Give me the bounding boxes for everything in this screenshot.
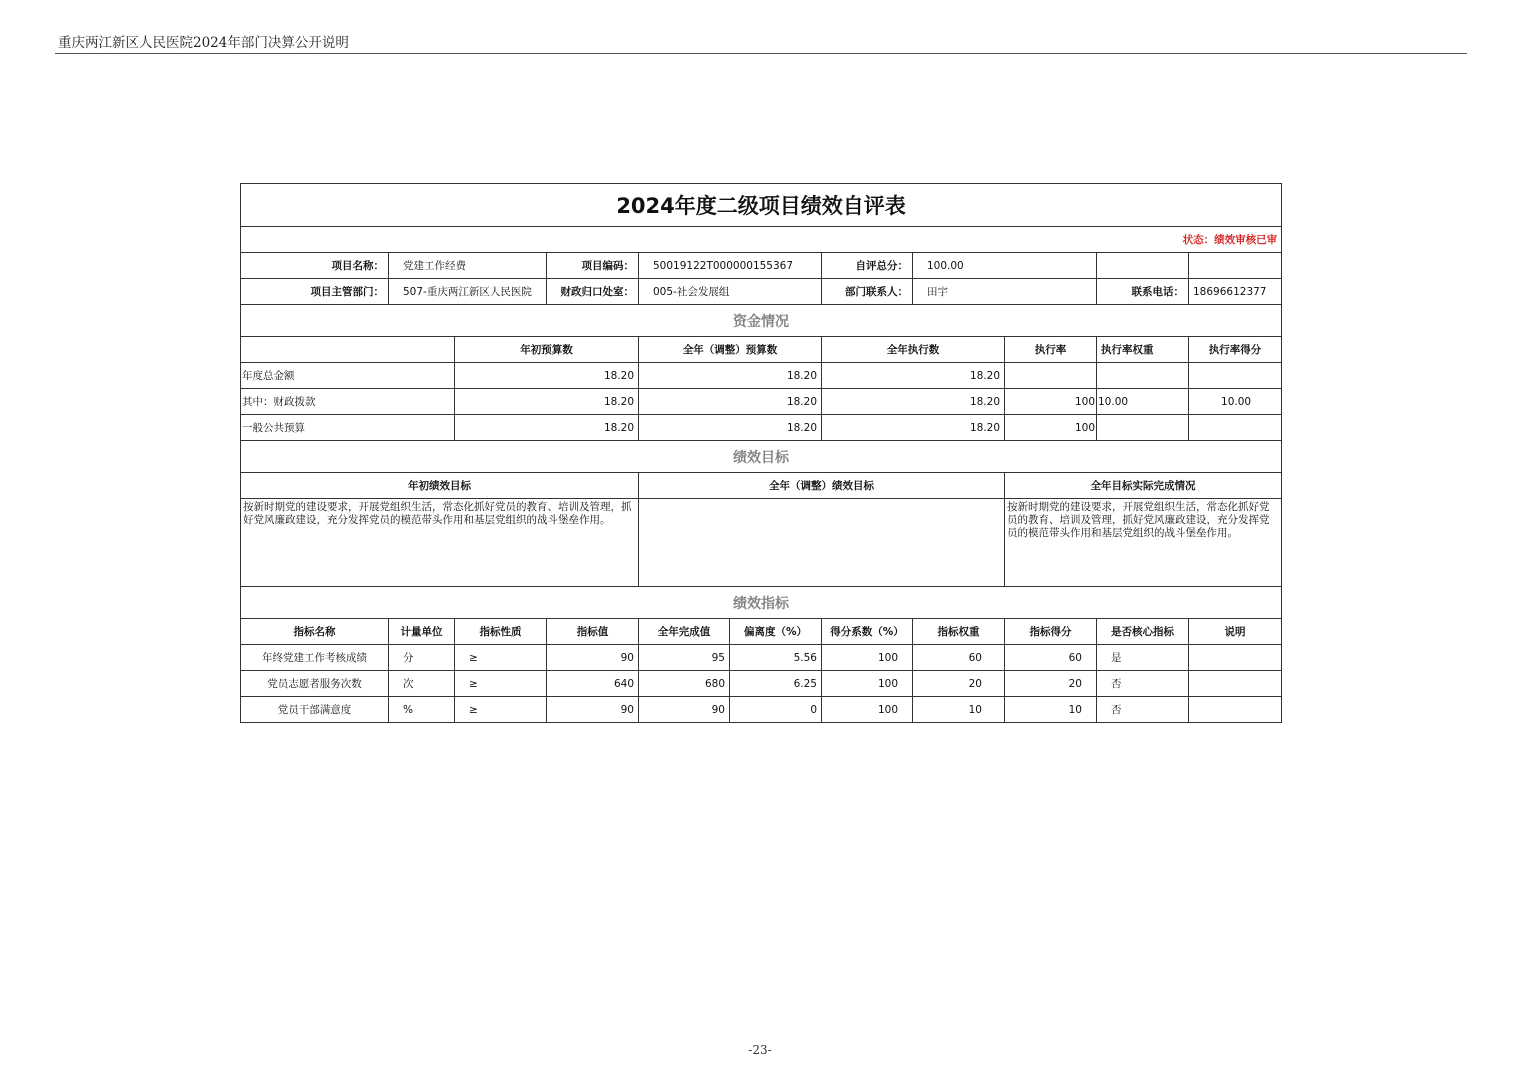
indicator-unit: 次 [389,671,455,697]
indicator-deviation: 6.25 [730,671,822,697]
indicator-header: 说明 [1189,619,1282,645]
contact-value: 田宇 [913,279,1097,305]
funds-header: 执行率权重 [1097,337,1189,363]
indicator-weight: 20 [913,671,1005,697]
indicator-header: 指标权重 [913,619,1005,645]
indicator-header: 指标性质 [455,619,547,645]
phone-label: 联系电话： [1097,279,1189,305]
indicator-actual: 680 [639,671,730,697]
indicator-name: 党员干部满意度 [241,697,389,723]
dept-label: 项目主管部门： [241,279,389,305]
indicator-target: 640 [547,671,639,697]
actual-completion-text: 按新时期党的建设要求，开展党组织生活，常态化抓好党员的教育、培训及管理，抓好党风廉政建设，充分发挥党员的模范带头作用和基层党组织的战斗堡垒作用。 [1005,499,1282,587]
indicator-note [1189,671,1282,697]
performance-self-evaluation-table [240,183,1282,723]
empty-cell [1189,253,1282,279]
indicator-target: 90 [547,645,639,671]
indicator-note [1189,645,1282,671]
funds-initial: 18.20 [455,389,639,415]
indicator-deviation: 5.56 [730,645,822,671]
indicator-nature: ≥ [455,697,547,723]
funds-initial: 18.20 [455,415,639,441]
funds-adjusted: 18.20 [639,389,822,415]
funds-header: 年初预算数 [455,337,639,363]
finance-office-value: 005-社会发展组 [639,279,822,305]
indicator-header: 指标名称 [241,619,389,645]
indicator-header: 指标得分 [1005,619,1097,645]
funds-rate: 100 [1005,389,1097,415]
funds-executed: 18.20 [822,363,1005,389]
indicator-target: 90 [547,697,639,723]
score-total-label: 自评总分： [822,253,913,279]
page-header-rule [55,53,1467,54]
project-code-label: 项目编码： [547,253,639,279]
indicator-row [241,697,1282,723]
indicators-section-title: 绩效指标 [241,587,1282,619]
page-header-title: 重庆两江新区人民医院2024年部门决算公开说明 [58,35,349,51]
funds-score: 10.00 [1189,389,1282,415]
funds-header: 执行率得分 [1189,337,1282,363]
status-label: 状态：绩效审核已审 [241,227,1282,253]
project-name-label: 项目名称： [241,253,389,279]
indicator-header: 计量单位 [389,619,455,645]
indicator-header: 偏离度（%） [730,619,822,645]
funds-weight: 10.00 [1097,389,1189,415]
phone-value: 18696612377 [1189,279,1282,305]
goals-header-adjusted: 全年（调整）绩效目标 [639,473,1005,499]
indicator-score: 20 [1005,671,1097,697]
indicator-core: 否 [1097,697,1189,723]
funds-initial: 18.20 [455,363,639,389]
indicator-header: 指标值 [547,619,639,645]
indicator-actual: 90 [639,697,730,723]
indicator-core: 否 [1097,671,1189,697]
funds-rate: 100 [1005,415,1097,441]
funds-score [1189,363,1282,389]
indicator-coef: 100 [822,645,913,671]
indicator-actual: 95 [639,645,730,671]
indicator-header: 是否核心指标 [1097,619,1189,645]
funds-row [241,363,1282,389]
funds-rate [1005,363,1097,389]
initial-goal-text: 按新时期党的建设要求，开展党组织生活，常态化抓好党员的教育、培训及管理，抓好党风廉政建设，充分发挥党员的模范带头作用和基层党组织的战斗堡垒作用。 [241,499,639,587]
page-number: -23- [748,1043,772,1057]
funds-header: 全年执行数 [822,337,1005,363]
finance-office-label: 财政归口处室： [547,279,639,305]
indicator-unit: 分 [389,645,455,671]
funds-header: 执行率 [1005,337,1097,363]
indicator-coef: 100 [822,671,913,697]
project-code-value: 50019122T000000155367 [639,253,822,279]
indicator-nature: ≥ [455,645,547,671]
indicator-nature: ≥ [455,671,547,697]
indicator-header: 得分系数（%） [822,619,913,645]
funds-header: 全年（调整）预算数 [639,337,822,363]
indicator-score: 60 [1005,645,1097,671]
funds-executed: 18.20 [822,415,1005,441]
funds-row-name: 其中：财政拨款 [241,389,455,415]
indicator-name: 党员志愿者服务次数 [241,671,389,697]
indicator-note [1189,697,1282,723]
indicator-deviation: 0 [730,697,822,723]
funds-row-name: 一般公共预算 [241,415,455,441]
score-total-value: 100.00 [913,253,1097,279]
indicator-coef: 100 [822,697,913,723]
indicator-row [241,645,1282,671]
indicator-name: 年终党建工作考核成绩 [241,645,389,671]
funds-row [241,389,1282,415]
funds-weight [1097,415,1189,441]
funds-adjusted: 18.20 [639,415,822,441]
goals-section-title: 绩效目标 [241,441,1282,473]
funds-row-name: 年度总金额 [241,363,455,389]
form-title: 2024年度二级项目绩效自评表 [241,184,1282,227]
goals-header-initial: 年初绩效目标 [241,473,639,499]
funds-row [241,415,1282,441]
indicator-unit: % [389,697,455,723]
empty-cell [1097,253,1189,279]
contact-label: 部门联系人： [822,279,913,305]
indicator-core: 是 [1097,645,1189,671]
funds-header [241,337,455,363]
indicator-weight: 10 [913,697,1005,723]
funds-score [1189,415,1282,441]
dept-value: 507-重庆两江新区人民医院 [389,279,547,305]
indicator-score: 10 [1005,697,1097,723]
funds-section-title: 资金情况 [241,305,1282,337]
adjusted-goal-text [639,499,1005,587]
funds-adjusted: 18.20 [639,363,822,389]
funds-weight [1097,363,1189,389]
funds-executed: 18.20 [822,389,1005,415]
indicator-row [241,671,1282,697]
indicator-weight: 60 [913,645,1005,671]
goals-header-actual: 全年目标实际完成情况 [1005,473,1282,499]
indicator-header: 全年完成值 [639,619,730,645]
project-name-value: 党建工作经费 [389,253,547,279]
